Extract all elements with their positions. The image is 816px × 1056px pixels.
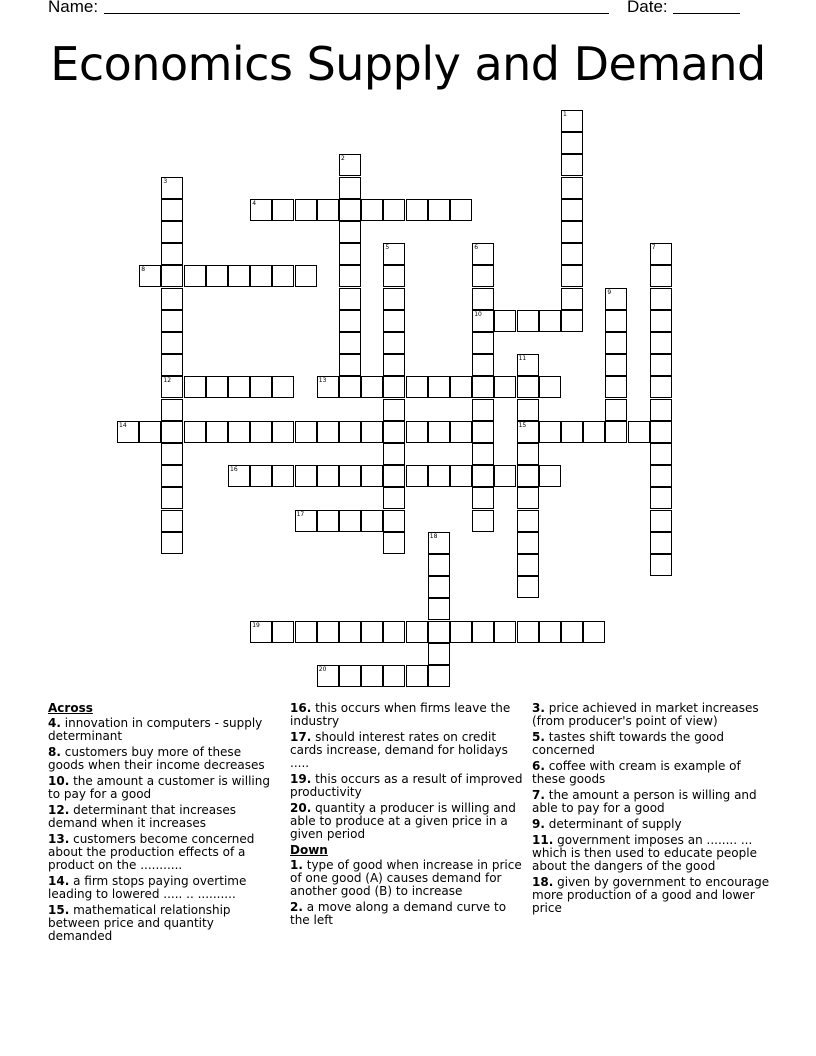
grid-cell[interactable] <box>517 354 539 376</box>
grid-cell[interactable] <box>406 465 428 487</box>
grid-cell[interactable] <box>139 265 161 287</box>
grid-cell[interactable] <box>450 376 472 398</box>
grid-cell[interactable] <box>605 399 627 421</box>
clue-number: 17 <box>296 510 305 518</box>
grid-cell[interactable] <box>383 310 405 332</box>
clue-number: 18 <box>429 532 438 540</box>
grid-cell[interactable] <box>561 243 583 265</box>
grid-cell[interactable] <box>250 376 272 398</box>
grid-cell[interactable] <box>161 288 183 310</box>
grid-cell[interactable] <box>428 621 450 643</box>
grid-cell[interactable] <box>650 465 672 487</box>
grid-cell[interactable] <box>539 376 561 398</box>
grid-cell[interactable] <box>317 665 339 687</box>
grid-cell[interactable] <box>472 332 494 354</box>
grid-cell[interactable] <box>605 310 627 332</box>
grid-cell[interactable] <box>250 265 272 287</box>
clue-down: 5. tastes shift towards the good concerned <box>532 730 724 757</box>
grid-cell[interactable] <box>295 199 317 221</box>
grid-cell[interactable] <box>361 465 383 487</box>
grid-cell[interactable] <box>272 465 294 487</box>
clue-number: 19 <box>252 621 260 629</box>
grid-cell[interactable] <box>272 421 294 443</box>
grid-cell[interactable] <box>650 265 672 287</box>
grid-cell[interactable] <box>383 376 405 398</box>
grid-cell[interactable] <box>161 332 183 354</box>
grid-cell[interactable] <box>583 421 605 443</box>
grid-cell[interactable] <box>161 177 183 199</box>
grid-cell[interactable] <box>650 310 672 332</box>
clue-number: 7 <box>651 244 656 252</box>
grid-cell[interactable] <box>206 265 228 287</box>
grid-cell[interactable] <box>561 199 583 221</box>
grid-cell[interactable] <box>406 376 428 398</box>
grid-cell[interactable] <box>494 310 516 332</box>
grid-cell[interactable] <box>561 154 583 176</box>
grid-cell[interactable] <box>650 288 672 310</box>
grid-cell[interactable] <box>561 310 583 332</box>
grid-cell[interactable] <box>406 199 428 221</box>
grid-cell[interactable] <box>361 510 383 532</box>
grid-cell[interactable] <box>272 199 294 221</box>
grid-cell[interactable] <box>450 199 472 221</box>
grid-cell[interactable] <box>428 643 450 665</box>
clue-across: 15. mathematical relationship between price and quantity demanded <box>48 903 231 943</box>
clue-across: 20. quantity a producer is willing and able to produce at a given price in a given period <box>290 801 516 841</box>
clue-down: 7. the amount a person is willing and able to pay for a good <box>532 788 757 815</box>
grid-cell[interactable] <box>472 376 494 398</box>
grid-cell[interactable] <box>339 199 361 221</box>
grid-cell[interactable] <box>250 621 272 643</box>
clues-column-2 <box>290 702 524 930</box>
grid-cell[interactable] <box>161 265 183 287</box>
name-label: Name: <box>48 0 99 16</box>
grid-cell[interactable] <box>228 265 250 287</box>
grid-cell[interactable] <box>517 376 539 398</box>
grid-cell[interactable] <box>650 354 672 376</box>
grid-cell[interactable] <box>539 421 561 443</box>
date-field[interactable] <box>673 13 740 14</box>
grid-cell[interactable] <box>317 199 339 221</box>
grid-cell[interactable] <box>339 376 361 398</box>
grid-cell[interactable] <box>228 376 250 398</box>
clue-down: 6. coffee with cream is example of these goods <box>532 759 741 786</box>
clue-across: 17. should interest rates on credit cards increase, demand for holidays ..... <box>290 730 508 770</box>
grid-cell[interactable] <box>561 132 583 154</box>
grid-cell[interactable] <box>517 443 539 465</box>
across-heading: Across <box>48 701 93 715</box>
clue-number: 9 <box>607 288 612 296</box>
grid-cell[interactable] <box>228 421 250 443</box>
grid-cell[interactable] <box>295 421 317 443</box>
clue-number: 3 <box>163 177 168 185</box>
grid-cell[interactable] <box>472 443 494 465</box>
grid-cell[interactable] <box>161 399 183 421</box>
grid-cell[interactable] <box>650 487 672 509</box>
grid-cell[interactable] <box>117 421 139 443</box>
grid-cell[interactable] <box>539 465 561 487</box>
grid-cell[interactable] <box>650 332 672 354</box>
grid-cell[interactable] <box>161 487 183 509</box>
grid-cell[interactable] <box>339 354 361 376</box>
grid-cell[interactable] <box>383 510 405 532</box>
grid-cell[interactable] <box>317 465 339 487</box>
grid-cell[interactable] <box>583 621 605 643</box>
grid-cell[interactable] <box>383 443 405 465</box>
grid-cell[interactable] <box>605 376 627 398</box>
grid-cell[interactable] <box>339 221 361 243</box>
grid-cell[interactable] <box>428 665 450 687</box>
grid-cell[interactable] <box>450 465 472 487</box>
grid-cell[interactable] <box>517 487 539 509</box>
clue-across: 10. the amount a customer is willing to pay for a good <box>48 774 270 801</box>
page-title: Economics Supply and Demand <box>50 37 766 91</box>
grid-cell[interactable] <box>472 354 494 376</box>
grid-cell[interactable] <box>383 243 405 265</box>
grid-cell[interactable] <box>605 288 627 310</box>
grid-cell[interactable] <box>561 177 583 199</box>
grid-cell[interactable] <box>650 421 672 443</box>
grid-cell[interactable] <box>517 465 539 487</box>
grid-cell[interactable] <box>184 265 206 287</box>
grid-cell[interactable] <box>472 510 494 532</box>
grid-cell[interactable] <box>383 354 405 376</box>
clue-down: 18. given by government to encourage more production of a good and lower price <box>532 875 770 915</box>
grid-cell[interactable] <box>539 310 561 332</box>
clue-across: 12. determinant that increases demand when it increases <box>48 803 237 830</box>
grid-cell[interactable] <box>184 376 206 398</box>
grid-cell[interactable] <box>184 421 206 443</box>
clue-across: 4. innovation in computers - supply determinant <box>48 716 263 743</box>
grid-cell[interactable] <box>561 421 583 443</box>
grid-cell[interactable] <box>339 665 361 687</box>
clue-number: 5 <box>385 244 390 252</box>
grid-cell[interactable] <box>650 554 672 576</box>
clue-down: 1. type of good when increase in price of one good (A) causes demand for another good (B) to increase <box>290 858 522 898</box>
grid-cell[interactable] <box>161 465 183 487</box>
grid-cell[interactable] <box>339 243 361 265</box>
grid-cell[interactable] <box>139 421 161 443</box>
clues-column-3 <box>532 702 772 918</box>
clue-number: 16 <box>230 466 238 474</box>
grid-cell[interactable] <box>339 265 361 287</box>
grid-cell[interactable] <box>383 665 405 687</box>
grid-cell[interactable] <box>161 243 183 265</box>
grid-cell[interactable] <box>317 421 339 443</box>
grid-cell[interactable] <box>517 310 539 332</box>
grid-cell[interactable] <box>650 443 672 465</box>
grid-cell[interactable] <box>161 199 183 221</box>
grid-cell[interactable] <box>161 421 183 443</box>
clue-number: 2 <box>341 155 345 163</box>
grid-cell[interactable] <box>605 332 627 354</box>
grid-cell[interactable] <box>206 376 228 398</box>
clue-down: 11. government imposes an ........ ... which is then used to educate people about the dangers of the good <box>532 833 757 873</box>
grid-cell[interactable] <box>539 621 561 643</box>
clue-across: 16. this occurs when firms leave the industry <box>290 701 511 728</box>
grid-cell[interactable] <box>339 177 361 199</box>
grid-cell[interactable] <box>339 332 361 354</box>
grid-cell[interactable] <box>295 510 317 532</box>
grid-cell[interactable] <box>317 621 339 643</box>
date-label: Date: <box>627 0 668 16</box>
grid-cell[interactable] <box>339 154 361 176</box>
clue-number: 10 <box>474 310 482 318</box>
grid-cell[interactable] <box>250 199 272 221</box>
grid-cell[interactable] <box>450 421 472 443</box>
grid-cell[interactable] <box>472 487 494 509</box>
grid-cell[interactable] <box>383 265 405 287</box>
grid-cell[interactable] <box>272 621 294 643</box>
grid-cell[interactable] <box>494 621 516 643</box>
grid-cell[interactable] <box>517 399 539 421</box>
grid-cell[interactable] <box>272 376 294 398</box>
grid-cell[interactable] <box>517 576 539 598</box>
grid-cell[interactable] <box>206 421 228 443</box>
clue-number: 15 <box>518 421 527 429</box>
grid-cell[interactable] <box>383 487 405 509</box>
grid-cell[interactable] <box>650 376 672 398</box>
clue-number: 14 <box>119 421 127 429</box>
grid-cell[interactable] <box>383 532 405 554</box>
grid-cell[interactable] <box>428 576 450 598</box>
grid-cell[interactable] <box>250 465 272 487</box>
grid-cell[interactable] <box>517 510 539 532</box>
grid-cell[interactable] <box>383 199 405 221</box>
grid-cell[interactable] <box>383 621 405 643</box>
grid-cell[interactable] <box>561 288 583 310</box>
grid-cell[interactable] <box>406 621 428 643</box>
grid-cell[interactable] <box>472 399 494 421</box>
grid-cell[interactable] <box>361 199 383 221</box>
grid-cell[interactable] <box>383 288 405 310</box>
grid-cell[interactable] <box>295 265 317 287</box>
clue-down: 9. determinant of supply <box>532 817 682 831</box>
clue-number: 8 <box>141 266 146 274</box>
grid-cell[interactable] <box>428 465 450 487</box>
grid-cell[interactable] <box>383 332 405 354</box>
grid-cell[interactable] <box>472 421 494 443</box>
grid-cell[interactable] <box>361 421 383 443</box>
grid-cell[interactable] <box>650 399 672 421</box>
grid-cell[interactable] <box>339 288 361 310</box>
grid-cell[interactable] <box>472 310 494 332</box>
grid-cell[interactable] <box>605 421 627 443</box>
grid-cell[interactable] <box>317 510 339 532</box>
grid-cell[interactable] <box>472 265 494 287</box>
clue-number: 12 <box>163 377 172 385</box>
grid-cell[interactable] <box>428 376 450 398</box>
clue-number: 20 <box>318 666 327 673</box>
grid-cell[interactable] <box>161 510 183 532</box>
grid-cell[interactable] <box>561 110 583 132</box>
grid-cell[interactable] <box>161 310 183 332</box>
grid-cell[interactable] <box>561 265 583 287</box>
grid-cell[interactable] <box>472 621 494 643</box>
grid-cell[interactable] <box>406 665 428 687</box>
grid-cell[interactable] <box>361 621 383 643</box>
grid-cell[interactable] <box>295 465 317 487</box>
grid-cell[interactable] <box>650 510 672 532</box>
clue-number: 13 <box>318 377 327 385</box>
grid-cell[interactable] <box>383 465 405 487</box>
clues-column-1 <box>48 702 276 946</box>
grid-cell[interactable] <box>161 221 183 243</box>
grid-cell[interactable] <box>494 465 516 487</box>
grid-cell[interactable] <box>605 354 627 376</box>
grid-cell[interactable] <box>428 532 450 554</box>
clue-across: 8. customers buy more of these goods when their income decreases <box>48 745 265 772</box>
clue-number: 6 <box>474 244 479 252</box>
grid-cell[interactable] <box>561 221 583 243</box>
header <box>48 0 768 21</box>
grid-cell[interactable] <box>339 421 361 443</box>
grid-cell[interactable] <box>517 421 539 443</box>
clue-number: 4 <box>252 199 257 207</box>
grid-cell[interactable] <box>472 243 494 265</box>
grid-cell[interactable] <box>650 243 672 265</box>
grid-cell[interactable] <box>383 399 405 421</box>
grid-cell[interactable] <box>339 510 361 532</box>
grid-cell[interactable] <box>428 421 450 443</box>
clue-down: 3. price achieved in market increases (from producer's point of view) <box>532 701 759 728</box>
clue-number: 1 <box>563 111 567 118</box>
grid-cell[interactable] <box>339 621 361 643</box>
clue-down: 2. a move along a demand curve to the left <box>290 900 507 927</box>
grid-cell[interactable] <box>339 465 361 487</box>
clue-across: 19. this occurs as a result of improved productivity <box>290 772 523 799</box>
grid-cell[interactable] <box>472 288 494 310</box>
grid-cell[interactable] <box>650 532 672 554</box>
grid-cell[interactable] <box>428 199 450 221</box>
grid-cell[interactable] <box>450 621 472 643</box>
grid-cell[interactable] <box>250 421 272 443</box>
name-field[interactable] <box>104 13 609 14</box>
grid-cell[interactable] <box>161 376 183 398</box>
grid-cell[interactable] <box>317 376 339 398</box>
clue-number: 11 <box>518 355 527 363</box>
grid-cell[interactable] <box>494 376 516 398</box>
grid-cell[interactable] <box>295 621 317 643</box>
grid-cell[interactable] <box>406 421 428 443</box>
grid-cell[interactable] <box>161 443 183 465</box>
grid-cell[interactable] <box>428 554 450 576</box>
grid-cell[interactable] <box>339 310 361 332</box>
grid-cell[interactable] <box>472 465 494 487</box>
grid-cell[interactable] <box>428 598 450 620</box>
grid-cell[interactable] <box>517 621 539 643</box>
grid-cell[interactable] <box>228 465 250 487</box>
clue-across: 14. a firm stops paying overtime leading to lowered ..... .. .......... <box>48 874 247 901</box>
grid-cell[interactable] <box>517 554 539 576</box>
down-heading: Down <box>290 843 328 857</box>
grid-cell[interactable] <box>561 621 583 643</box>
grid-cell[interactable] <box>517 532 539 554</box>
grid-cell[interactable] <box>161 354 183 376</box>
grid-cell[interactable] <box>361 665 383 687</box>
grid-cell[interactable] <box>272 265 294 287</box>
grid-cell[interactable] <box>361 376 383 398</box>
grid-cell[interactable] <box>383 421 405 443</box>
clue-across: 13. customers become concerned about the production effects of a product on the ........... <box>48 832 255 872</box>
grid-cell[interactable] <box>161 532 183 554</box>
grid-cell[interactable] <box>628 421 650 443</box>
